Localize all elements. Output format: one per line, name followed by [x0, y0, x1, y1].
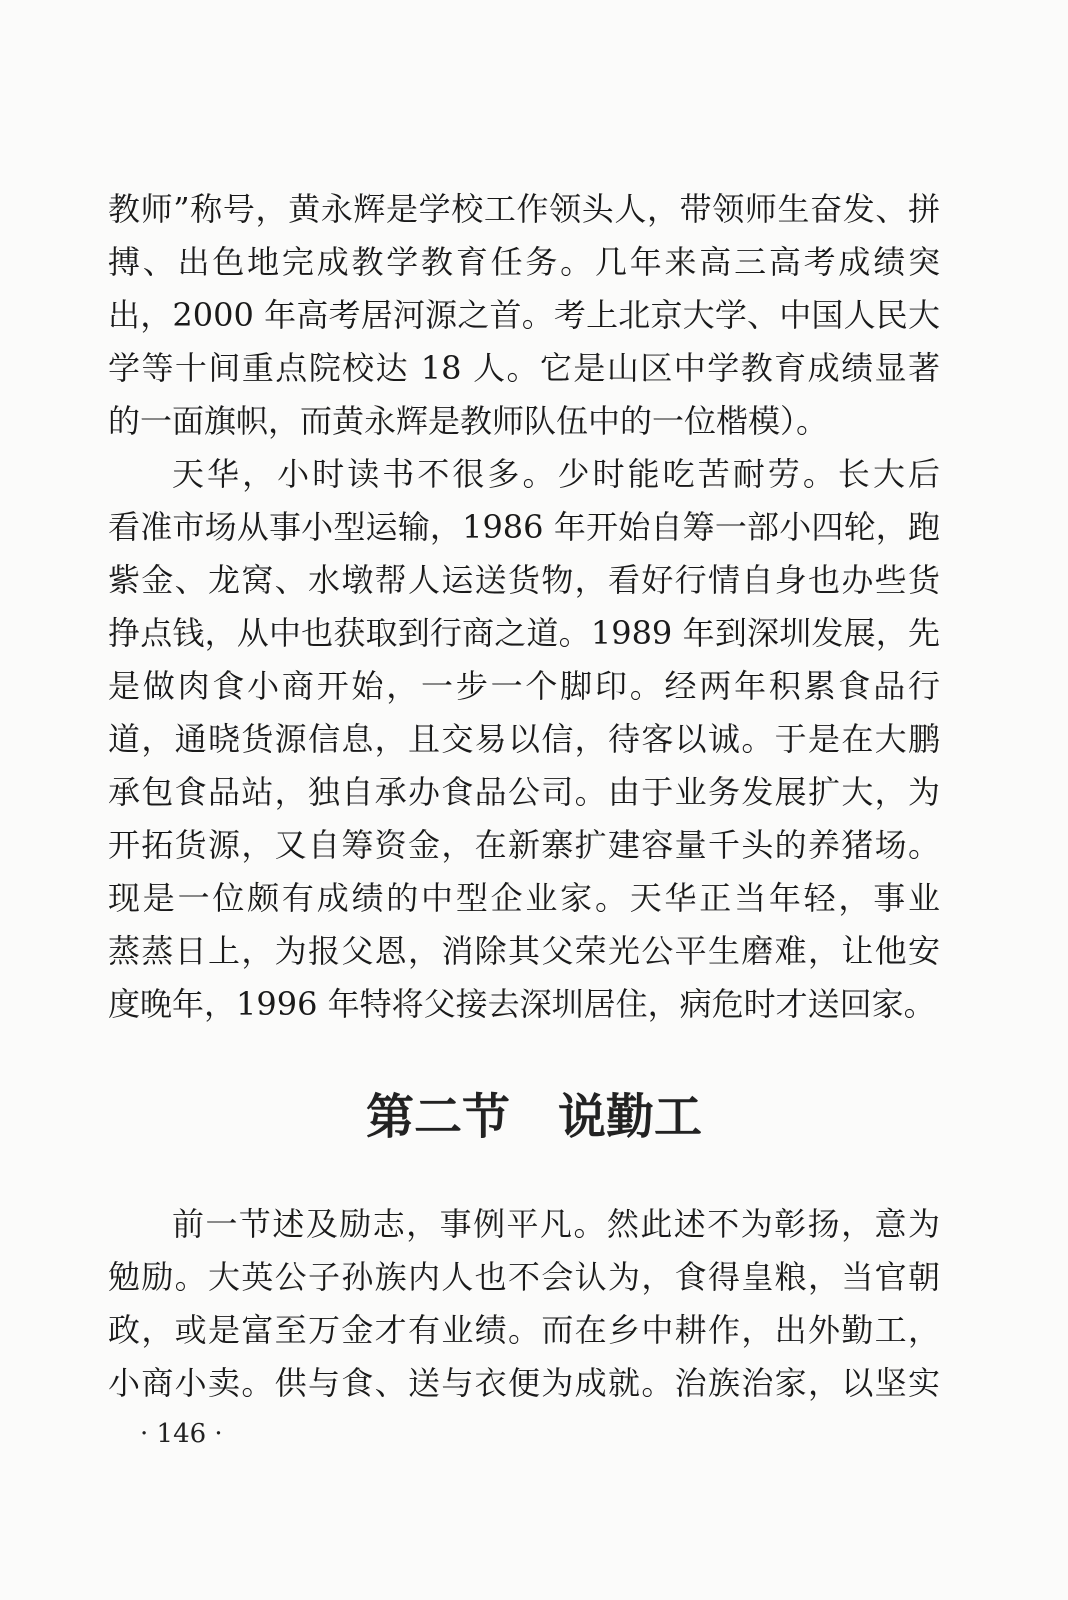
text-line: 看准市场从事小型运输，1986 年开始自筹一部小四轮，跑 [108, 508, 940, 546]
text-line: 开拓货源，又自筹资金，在新寨扩建容量千头的养猪场。 [108, 826, 940, 864]
text-line: 天华，小时读书不很多。少时能吃苦耐劳。长大后 [172, 455, 940, 493]
text-line: 道，通晓货源信息，且交易以信，待客以诚。于是在大鹏 [108, 720, 940, 758]
text-line: 挣点钱，从中也获取到行商之道。1989 年到深圳发展，先 [108, 614, 940, 652]
text-line: 是做肉食小商开始，一步一个脚印。经两年积累食品行 [108, 667, 940, 705]
section-title: 第二节 说勤工 [365, 1089, 702, 1145]
text-line: 政，或是富至万金才有业绩。而在乡中耕作，出外勤工， [108, 1311, 940, 1349]
text-line: 出，2000 年高考居河源之首。考上北京大学、中国人民大 [108, 296, 940, 334]
text-line: 学等十间重点院校达 18 人。它是山区中学教育成绩显著 [108, 349, 940, 387]
text-line: 小商小卖。供与食、送与衣便为成就。治族治家，以坚实 [108, 1364, 940, 1402]
text-line: 勉励。大英公子孙族内人也不会认为，食得皇粮，当官朝 [108, 1258, 940, 1296]
text-line: 的一面旗帜，而黄永辉是教师队伍中的一位楷模）。 [108, 402, 829, 440]
page-number: · 146 · [140, 1419, 223, 1449]
text-line: 蒸蒸日上，为报父恩，消除其父荣光公平生磨难，让他安 [108, 932, 940, 970]
text-line: 搏、出色地完成教学教育任务。几年来高三高考成绩突 [108, 243, 940, 281]
text-line: 承包食品站，独自承办食品公司。由于业务发展扩大，为 [108, 773, 940, 811]
text-line: 前一节述及励志，事例平凡。然此述不为彰扬，意为 [172, 1205, 940, 1243]
text-line: 现是一位颇有成绩的中型企业家。天华正当年轻，事业 [108, 879, 940, 917]
text-line: 紫金、龙窝、水墩帮人运送货物，看好行情自身也办些货 [108, 561, 940, 599]
text-line: 教师”称号，黄永辉是学校工作领头人，带领师生奋发、拼 [108, 190, 940, 228]
text-line: 度晚年，1996 年特将父接去深圳居住，病危时才送回家。 [108, 985, 936, 1023]
